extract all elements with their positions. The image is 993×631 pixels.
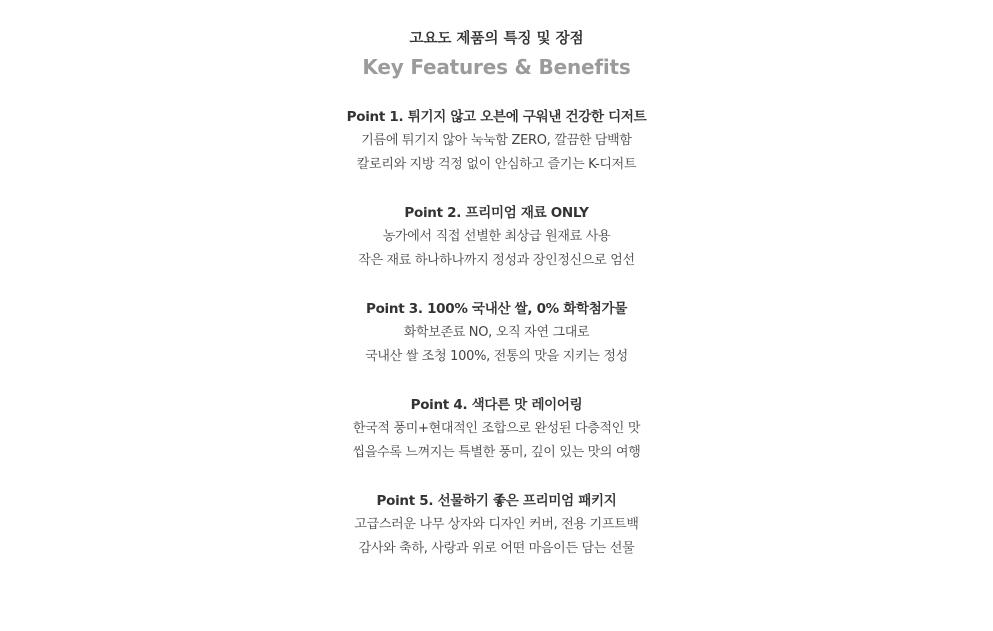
feature-point-line: 화학보존료 NO, 오직 자연 그대로 (403, 325, 590, 340)
feature-point-title: Point 1. 튀기지 않고 오븐에 구워낸 건강한 디저트 (346, 109, 647, 125)
feature-point-2 (0, 201, 993, 273)
feature-point-line: 감사와 축하, 사랑과 위로 어떤 마음이든 담는 선물 (358, 541, 635, 556)
feature-point-3 (0, 297, 993, 369)
feature-point-title: Point 4. 색다른 맛 레이어링 (410, 397, 583, 413)
feature-point-line: 칼로리와 지방 걱정 없이 안심하고 즐기는 K-디저트 (356, 157, 637, 172)
feature-point-title: Point 5. 선물하기 좋은 프리미엄 패키지 (376, 493, 617, 509)
feature-point-line: 국내산 쌀 조청 100%, 전통의 맛을 지키는 정성 (365, 349, 628, 364)
feature-point-title: Point 2. 프리미엄 재료 ONLY (404, 205, 589, 221)
feature-point-title: Point 3. 100% 국내산 쌀, 0% 화학첨가물 (365, 301, 627, 317)
feature-point-line: 고급스러운 나무 상자와 디자인 커버, 전용 기프트백 (354, 517, 639, 532)
feature-point-line: 작은 재료 하나하나까지 정성과 장인정신으로 엄선 (358, 253, 635, 268)
feature-point-1 (0, 105, 993, 177)
feature-point-5 (0, 489, 993, 561)
section-title-english: Key Features & Benefits (362, 55, 631, 79)
feature-point-4 (0, 393, 993, 465)
section-title-korean: 고요도 제품의 특징 및 장점 (409, 31, 584, 47)
feature-point-line: 기름에 튀기지 않아 눅눅함 ZERO, 깔끔한 담백함 (361, 133, 632, 148)
feature-point-line: 한국적 풍미+현대적인 조합으로 완성된 다층적인 맛 (352, 421, 641, 436)
feature-point-line: 씹을수록 느껴지는 특별한 풍미, 깊이 있는 맛의 여행 (352, 445, 641, 460)
feature-point-line: 농가에서 직접 선별한 최상급 원재료 사용 (382, 229, 611, 244)
